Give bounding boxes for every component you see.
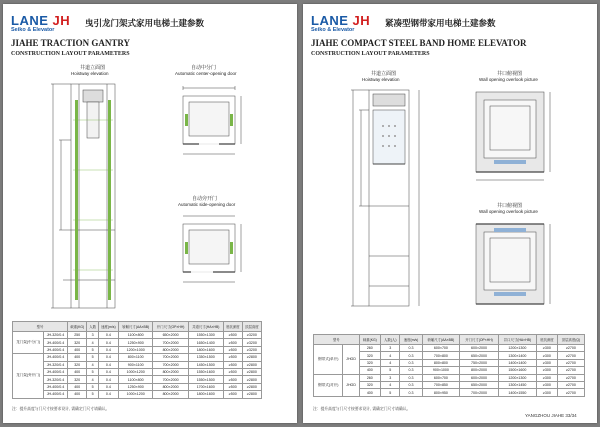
- table-cell: JH-320/0.4: [44, 376, 68, 383]
- table-cell: 4: [381, 359, 400, 366]
- table-cell: 400: [67, 383, 87, 390]
- table-cell: JH-400/0.4: [44, 368, 68, 375]
- side-door-label-en: Automatic side-opening door: [178, 202, 236, 207]
- table-cell: 700×2000: [153, 354, 188, 361]
- table-cell: 1250×900: [118, 339, 152, 346]
- page-title-cn: 曳引龙门架式家用电梯土建参数: [85, 19, 205, 29]
- table-cell: 700×2000: [460, 389, 499, 396]
- table-cell: 400: [67, 368, 87, 375]
- page-subtitle-en: CONSTRUCTION LAYOUT PARAMETERS: [11, 51, 130, 57]
- page-title-en: JIAHE COMPACT STEEL BAND HOME ELEVATOR: [311, 38, 527, 48]
- table-cell: 4: [87, 376, 98, 383]
- col-persons: 人数(人): [381, 335, 400, 345]
- table-cell: 1100×800: [118, 332, 152, 339]
- side-door-label-cn: 自动旁开门: [192, 196, 218, 202]
- table-cell: 1550×1300: [188, 332, 223, 339]
- table-cell: 1000×1200: [118, 391, 152, 398]
- table-cell: 600×2000: [460, 345, 499, 352]
- table-cell: JH-400/0.4: [44, 391, 68, 398]
- table-cell: 0.4: [98, 368, 118, 375]
- table-cell: 0.3: [400, 345, 422, 352]
- right-page: [303, 4, 597, 423]
- table-cell: 1700×1600: [188, 383, 223, 390]
- table-cell: 4: [381, 381, 400, 388]
- table-cell: 0.3: [400, 352, 422, 359]
- table-cell: ≥2800: [242, 368, 261, 375]
- table-cell: 5: [87, 346, 98, 353]
- table-row: [13, 368, 262, 375]
- table-cell: ≥3200: [242, 332, 261, 339]
- overlook2-label-cn: 井口俯视图: [497, 203, 523, 209]
- table-cell: 400: [359, 367, 380, 374]
- table-cell: 600×700: [422, 345, 460, 352]
- center-door-label-cn: 自动中分门: [191, 65, 217, 71]
- table-cell: 320: [67, 361, 87, 368]
- table-cell: ≥500: [223, 376, 242, 383]
- model-cell: JHGD: [343, 345, 359, 375]
- table-cell: 1400×1400: [498, 359, 536, 366]
- col-load: 载重(KG): [359, 335, 380, 345]
- group-cell: 龙门架(旁开门): [13, 354, 44, 398]
- table-cell: 700×850: [422, 381, 460, 388]
- table-cell: 0.3: [400, 389, 422, 396]
- table-cell: ≥2700: [557, 345, 584, 352]
- hoistway-label-en: Hoistway elevation: [362, 77, 400, 82]
- table-cell: 5: [87, 383, 98, 390]
- table-cell: 800×2000: [153, 346, 188, 353]
- col-model: 型号: [314, 335, 360, 345]
- table-cell: JH-400/0.4: [44, 383, 68, 390]
- table-cell: 0.4: [98, 383, 118, 390]
- page-title-en: JIAHE TRACTION GANTRY: [11, 38, 131, 48]
- table-cell: ≥2700: [557, 381, 584, 388]
- page-subtitle-en: CONSTRUCTION LAYOUT PARAMETERS: [311, 51, 430, 57]
- table-cell: ≥2800: [242, 361, 261, 368]
- overlook2-label-en: Wall opening overlook picture: [479, 209, 538, 214]
- col-pit: 底坑深度: [536, 335, 557, 345]
- table-cell: 1550×1600: [188, 368, 223, 375]
- table-cell: 0.3: [400, 359, 422, 366]
- col-top: 顶层高度: [242, 322, 261, 332]
- table-cell: 320: [359, 359, 380, 366]
- table-cell: ≥300: [536, 352, 557, 359]
- table-cell: 0.4: [98, 339, 118, 346]
- brand-logo: [11, 14, 70, 33]
- table-cell: 700×2000: [153, 361, 188, 368]
- table-cell: 600×2000: [460, 374, 499, 381]
- table-cell: 1200×1000: [118, 346, 152, 353]
- table-cell: 1300×1400: [498, 352, 536, 359]
- table-cell: 5: [381, 389, 400, 396]
- table-cell: 900×1000: [422, 367, 460, 374]
- table-cell: ≥3200: [242, 346, 261, 353]
- table-cell: 0.3: [400, 374, 422, 381]
- table-cell: 250: [67, 332, 87, 339]
- table-cell: ≥500: [223, 339, 242, 346]
- table-cell: 900×1100: [118, 361, 152, 368]
- table-row: [13, 346, 262, 353]
- table-cell: 700×2000: [153, 376, 188, 383]
- table-cell: 800×2000: [153, 391, 188, 398]
- table-cell: 0.4: [98, 354, 118, 361]
- hoistway-label-en: Hoistway elevation: [71, 71, 109, 76]
- table-row: [13, 354, 262, 361]
- table-cell: ≥300: [536, 359, 557, 366]
- table-cell: JH-400/0.4: [44, 354, 68, 361]
- center-door-plan-drawing: [171, 82, 253, 164]
- brand-sub: Seiko & Elevator: [311, 27, 355, 33]
- table-cell: 5: [381, 367, 400, 374]
- col-persons: 人数: [87, 322, 98, 332]
- left-page: [3, 4, 297, 423]
- col-speed: 速度(m/s): [400, 335, 422, 345]
- table-cell: ≥500: [223, 368, 242, 375]
- table-cell: ≥2700: [557, 389, 584, 396]
- table-cell: JH-400/0.4: [44, 346, 68, 353]
- group-cell: 钢带式(对开): [314, 374, 343, 396]
- side-door-plan-drawing: [171, 212, 253, 294]
- table-cell: 1000×1200: [118, 368, 152, 375]
- table-cell: 3: [87, 332, 98, 339]
- hoistway-label-cn: 井道立面图: [371, 71, 397, 77]
- table-row: [13, 391, 262, 398]
- table-cell: 320: [67, 376, 87, 383]
- left-spec-table: [12, 321, 262, 399]
- table-row: [13, 376, 262, 383]
- col-shaft-size: 井道尺寸(HA×HB): [188, 322, 223, 332]
- table-cell: ≥300: [536, 389, 557, 396]
- table-cell: 320: [359, 352, 380, 359]
- table-cell: ≥2700: [557, 352, 584, 359]
- hoistway-elevation-drawing: [43, 80, 143, 312]
- table-cell: ≥300: [536, 374, 557, 381]
- group-cell: 钢带式(单开): [314, 345, 343, 375]
- table-cell: 320: [359, 381, 380, 388]
- table-cell: ≥2700: [557, 359, 584, 366]
- table-cell: 0.4: [98, 376, 118, 383]
- table-cell: ≥500: [223, 346, 242, 353]
- right-table-note: 注：提升高度与门尺寸按要求设计, 需确定门尺寸请确认。: [313, 406, 411, 411]
- table-cell: 3: [381, 345, 400, 352]
- overlook-plan-drawing-1: [468, 86, 558, 186]
- brand-mark: JH: [52, 13, 71, 28]
- table-cell: 800×800: [422, 359, 460, 366]
- col-car-size: 轿厢尺寸(AA×BB): [422, 335, 460, 345]
- group-cell: 龙门架(中分门): [13, 332, 44, 354]
- table-cell: 400: [67, 354, 87, 361]
- table-cell: 1550×1500: [188, 376, 223, 383]
- page-footer: YANGZHOU JIAHE 33/34: [525, 413, 577, 418]
- table-cell: ≥3200: [242, 339, 261, 346]
- table-cell: 1800×1600: [188, 346, 223, 353]
- table-cell: ≥500: [223, 391, 242, 398]
- table-cell: 650×2000: [153, 332, 188, 339]
- table-cell: 1200×1300: [498, 345, 536, 352]
- table-cell: 700×800: [422, 352, 460, 359]
- table-cell: 1350×1500: [188, 354, 223, 361]
- table-cell: ≥300: [536, 381, 557, 388]
- table-cell: 5: [87, 368, 98, 375]
- table-cell: 400: [67, 346, 87, 353]
- col-speed: 速度(m/s): [98, 322, 118, 332]
- table-cell: JH-320/0.4: [44, 332, 68, 339]
- col-door-size: 开门尺寸(OP×HH): [153, 322, 188, 332]
- table-row: [314, 345, 585, 352]
- table-cell: ≥2700: [557, 374, 584, 381]
- table-cell: 1500×1600: [498, 367, 536, 374]
- left-table-note: 注：提升高度与门尺寸按要求设计, 需确定门尺寸请确认。: [12, 406, 110, 411]
- table-row: [13, 339, 262, 346]
- table-cell: ≥2700: [557, 367, 584, 374]
- right-spec-table: [313, 334, 585, 397]
- table-cell: 4: [87, 339, 98, 346]
- table-cell: 600×700: [422, 374, 460, 381]
- table-header-row: [13, 322, 262, 332]
- table-cell: 800×2000: [153, 383, 188, 390]
- table-cell: 400: [67, 391, 87, 398]
- table-cell: 650×2000: [460, 352, 499, 359]
- table-cell: 260: [359, 345, 380, 352]
- brand-name: LANE: [11, 13, 49, 28]
- table-cell: 1100×800: [118, 376, 152, 383]
- table-cell: 0.3: [400, 367, 422, 374]
- table-cell: 650×2000: [460, 381, 499, 388]
- table-cell: ≥500: [223, 383, 242, 390]
- table-cell: ≥2800: [242, 376, 261, 383]
- table-cell: ≥2800: [242, 391, 261, 398]
- col-top: 顶层高度(Q): [557, 335, 584, 345]
- table-cell: ≥500: [223, 354, 242, 361]
- table-cell: ≥500: [223, 361, 242, 368]
- table-cell: 400: [359, 389, 380, 396]
- overlook-plan-drawing-2: [468, 218, 558, 318]
- brand-name: LANE: [311, 13, 349, 28]
- table-cell: 1800×1600: [188, 391, 223, 398]
- table-cell: 320: [67, 339, 87, 346]
- table-row: [314, 374, 585, 381]
- brand-mark: JH: [352, 13, 371, 28]
- table-cell: 5: [87, 391, 98, 398]
- table-cell: ≥300: [536, 345, 557, 352]
- col-load: 载重(KG): [67, 322, 87, 332]
- table-cell: 1200×1300: [498, 374, 536, 381]
- table-cell: 800×2000: [153, 368, 188, 375]
- table-row: [13, 383, 262, 390]
- table-cell: 0.3: [400, 381, 422, 388]
- col-door-size: 开门尺寸(OP×HH): [460, 335, 499, 345]
- brand-sub: Seiko & Elevator: [11, 27, 55, 33]
- table-cell: 1400×1550: [498, 389, 536, 396]
- table-cell: ≥2800: [242, 383, 261, 390]
- overlook-label-cn: 井口俯视图: [497, 71, 523, 77]
- table-cell: 1250×900: [118, 383, 152, 390]
- col-model: 型号: [13, 322, 68, 332]
- table-cell: 4: [381, 352, 400, 359]
- table-cell: 1650×1400: [188, 339, 223, 346]
- table-cell: ≥2800: [242, 354, 261, 361]
- table-cell: 800×2000: [460, 367, 499, 374]
- col-opening-size: 井口尺寸(HA×HB): [498, 335, 536, 345]
- table-cell: 4: [87, 361, 98, 368]
- model-cell: JHGD: [343, 374, 359, 396]
- table-cell: 0.4: [98, 361, 118, 368]
- col-car-size: 轿厢尺寸(AA×BB): [118, 322, 152, 332]
- table-cell: 800×950: [422, 389, 460, 396]
- table-cell: 0.4: [98, 332, 118, 339]
- table-cell: 800×1100: [118, 354, 152, 361]
- table-cell: 700×2000: [153, 339, 188, 346]
- table-cell: ≥500: [223, 332, 242, 339]
- table-cell: 1450×1500: [188, 361, 223, 368]
- table-row: [13, 361, 262, 368]
- hoistway-label-cn: 井道立面图: [80, 65, 106, 71]
- compact-hoistway-drawing: [343, 86, 433, 310]
- table-header-row: [314, 335, 585, 345]
- table-cell: JH-400/0.4: [44, 339, 68, 346]
- table-cell: 0.4: [98, 391, 118, 398]
- table-cell: 0.4: [98, 346, 118, 353]
- table-cell: ≥300: [536, 367, 557, 374]
- center-door-label-en: Automatic center-opening door: [175, 71, 237, 76]
- overlook-label-en: Wall opening overlook picture: [479, 77, 538, 82]
- table-cell: 1300×1450: [498, 381, 536, 388]
- col-pit: 底坑深度: [223, 322, 242, 332]
- table-cell: 5: [87, 354, 98, 361]
- table-cell: 260: [359, 374, 380, 381]
- page-title-cn: 紧凑型钢带家用电梯土建参数: [385, 19, 496, 29]
- table-cell: 750×2000: [460, 359, 499, 366]
- table-row: [13, 332, 262, 339]
- brand-logo-right: [311, 14, 370, 33]
- table-cell: JH-320/0.4: [44, 361, 68, 368]
- table-cell: 3: [381, 374, 400, 381]
